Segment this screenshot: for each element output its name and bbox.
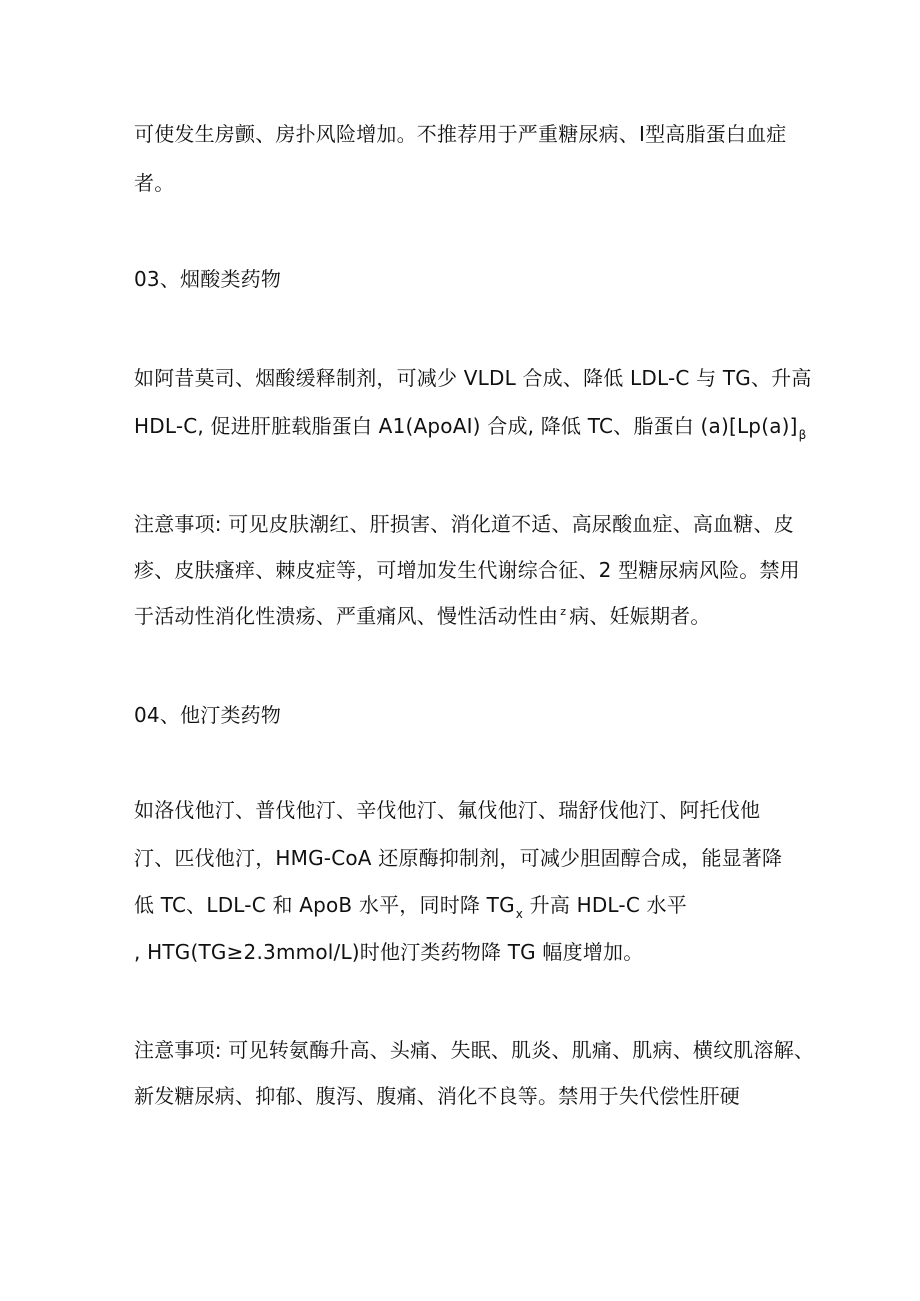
paragraph-3-line-3 <box>134 603 711 633</box>
paragraph-5-line-2: 新发糖尿病、抑郁、腹泻、腹痛、消化不良等。禁用于失代偿性肝硬 <box>134 1084 740 1108</box>
paragraph-1-line-1: 可使发生房颤、房扑风险增加。不推荐用于严重糖尿病、I型高脂蛋白血症 <box>134 122 787 146</box>
paragraph-4-line-3 <box>134 892 687 921</box>
paragraph-2-line-2 <box>134 413 807 442</box>
paragraph-3-line-2: 疹、皮肤瘙痒、棘皮症等，可增加发生代谢综合征、2 型糖尿病风险。禁用 <box>134 558 800 582</box>
paragraph-3-line-3-text-b: 病、妊娠期者。 <box>569 604 711 628</box>
paragraph-4-line-3-text-b: 升高 HDL-C 水平 <box>523 893 687 917</box>
paragraph-3-line-3-text-a: 于活动性消化性溃疡、严重痛风、慢性活动性由 <box>134 604 559 628</box>
paragraph-2-line-1: 如阿昔莫司、烟酸缓释制剂，可减少 VLDL 合成、降低 LDL-C 与 TG、升高 <box>134 366 812 390</box>
paragraph-4-line-3-text-a: 低 TC、LDL-C 和 ApoB 水平，同时降 TG <box>134 893 515 917</box>
paragraph-5-line-1: 注意事项: 可见转氨酶升高、头痛、失眠、肌炎、肌痛、肌病、横纹肌溶解、 <box>134 1038 815 1062</box>
paragraph-3-line-1: 注意事项: 可见皮肤潮红、肝损害、消化道不适、高尿酸血症、高血糖、皮 <box>134 512 794 536</box>
paragraph-4-line-1: 如洛伐他汀、普伐他汀、辛伐他汀、氟伐他汀、瑞舒伐他汀、阿托伐他 <box>134 798 761 822</box>
paragraph-4-subscript: x <box>515 907 524 921</box>
paragraph-1-line-2: 者。 <box>134 171 175 195</box>
paragraph-2-line-2-text: HDL-C, 促进肝脏载脂蛋白 A1(ApoAI) 合成, 降低 TC、脂蛋白 (a)[Lp(a)] <box>134 414 798 438</box>
paragraph-4-line-4: , HTG(TG≥2.3mmol/L)时他汀类药物降 TG 幅度增加。 <box>134 940 644 964</box>
paragraph-4-line-2: 汀、匹伐他汀，HMG-CoA 还原酶抑制剂，可减少胆固醇合成，能显著降 <box>134 846 783 870</box>
section-heading-03: 03、烟酸类药物 <box>134 267 282 291</box>
section-heading-04: 04、他汀类药物 <box>134 703 282 727</box>
paragraph-2-subscript: β <box>798 428 807 442</box>
paragraph-3-superscript: z <box>560 605 567 618</box>
